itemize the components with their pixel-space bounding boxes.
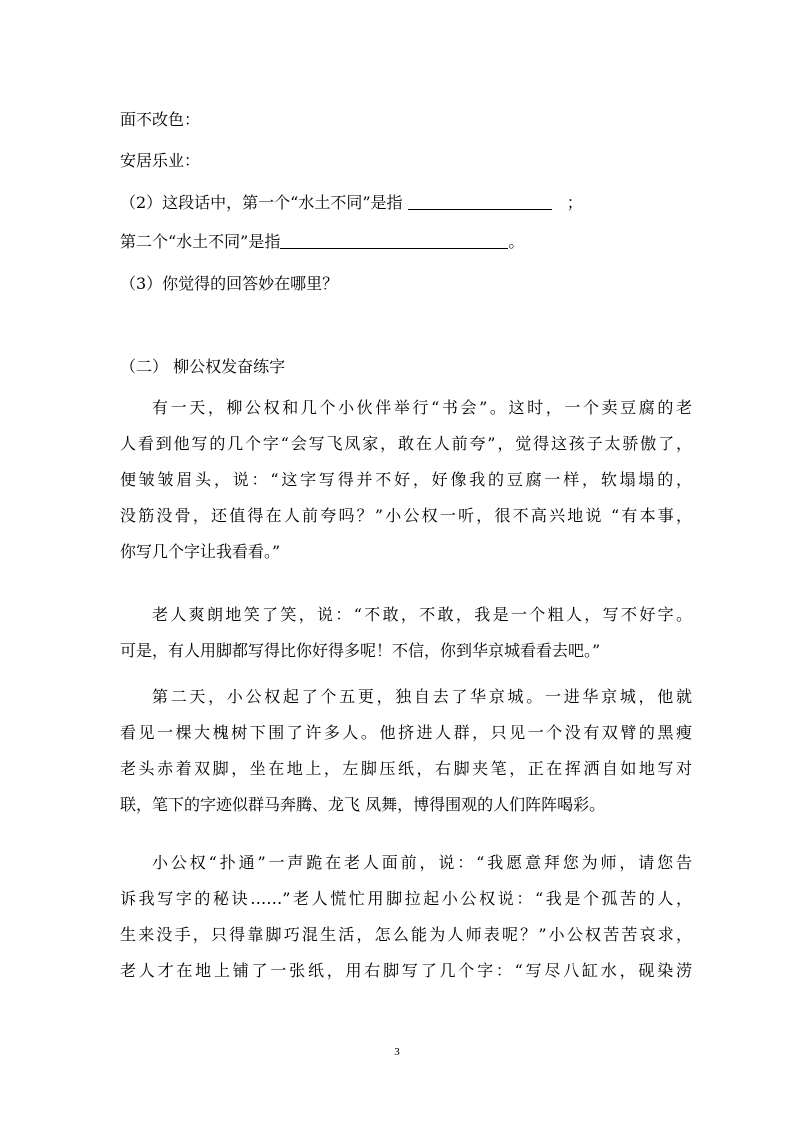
answer-blank-2[interactable] [280, 232, 508, 249]
paragraph-line: 老人爽朗地笑了笑，说：“不敢，不敢，我是一个粗人，写不好字。 [152, 605, 692, 624]
paragraph-line: 联，笔下的字迹似群马奔腾、龙飞 凤舞，博得围观的人们阵阵喝彩。 [120, 795, 606, 814]
paragraph-line: 看见一棵大槐树下围了许多人。他挤进人群，只见一个没有双臂的黑瘦 [120, 723, 692, 742]
paragraph-4 [120, 852, 692, 996]
answer-blank-1[interactable] [408, 193, 552, 210]
paragraph-line: 第二天，小公权起了个五更，独自去了华京城。一进华京城，他就 [152, 687, 692, 706]
paragraph-3 [120, 686, 692, 830]
idiom-item-1: 面不改色： [120, 110, 201, 129]
paragraph-line: 有一天，柳公权和几个小伙伴举行“书会”。这时，一个卖豆腐的老 [152, 398, 692, 417]
section-title: （二） 柳公权发奋练字 [120, 357, 286, 376]
question-2-line-1 [120, 192, 583, 214]
paragraph-line: 老人才在地上铺了一张纸，用右脚写了几个字：“写尽八缸水，砚染涝 [120, 961, 692, 980]
paragraph-line: 可是，有人用脚都写得比你好得多呢！不信，你到华京城看看去吧。” [120, 641, 601, 660]
paragraph-line: 没筋没骨，还值得在人前夸吗？”小公权一听，很不高兴地说 “有本事， [120, 506, 692, 525]
question-3: （3）你觉得的回答妙在哪里？ [120, 274, 339, 293]
paragraph-line: 诉我写字的秘诀……”老人慌忙用脚拉起小公权说：“我是个孤苦的人， [120, 889, 692, 908]
paragraph-line: 生来没手，只得靠脚巧混生活，怎么能为人师表呢？”小公权苦苦哀求， [120, 925, 692, 944]
question-2-end-1: ； [566, 193, 583, 212]
paragraph-line: 老头赤着双脚，坐在地上，左脚压纸，右脚夹笔，正在挥洒自如地写对 [120, 759, 692, 778]
paragraph-1 [120, 397, 692, 577]
question-2-text-2: 第二个“水土不同”是指 [120, 232, 281, 251]
page-number: 3 [394, 1046, 400, 1058]
paragraph-2 [120, 604, 692, 676]
paragraph-line: 人看到他写的几个字“会写飞凤家，敢在人前夸”，觉得这孩子太骄傲了， [120, 434, 692, 453]
paragraph-line: 便皱皱眉头，说：“这字写得并不好，好像我的豆腐一样，软塌塌的， [120, 470, 692, 489]
idiom-item-2: 安居乐业： [120, 151, 201, 170]
question-2-end-2: 。 [508, 232, 525, 251]
question-2-line-2 [120, 231, 524, 253]
question-2-text-1: （2）这段话中，第一个“水土不同”是指 [120, 193, 403, 212]
paragraph-line: 小公权“扑通”一声跪在老人面前，说：“我愿意拜您为师，请您告 [152, 853, 692, 872]
paragraph-line: 你写几个字让我看看。” [120, 542, 281, 561]
